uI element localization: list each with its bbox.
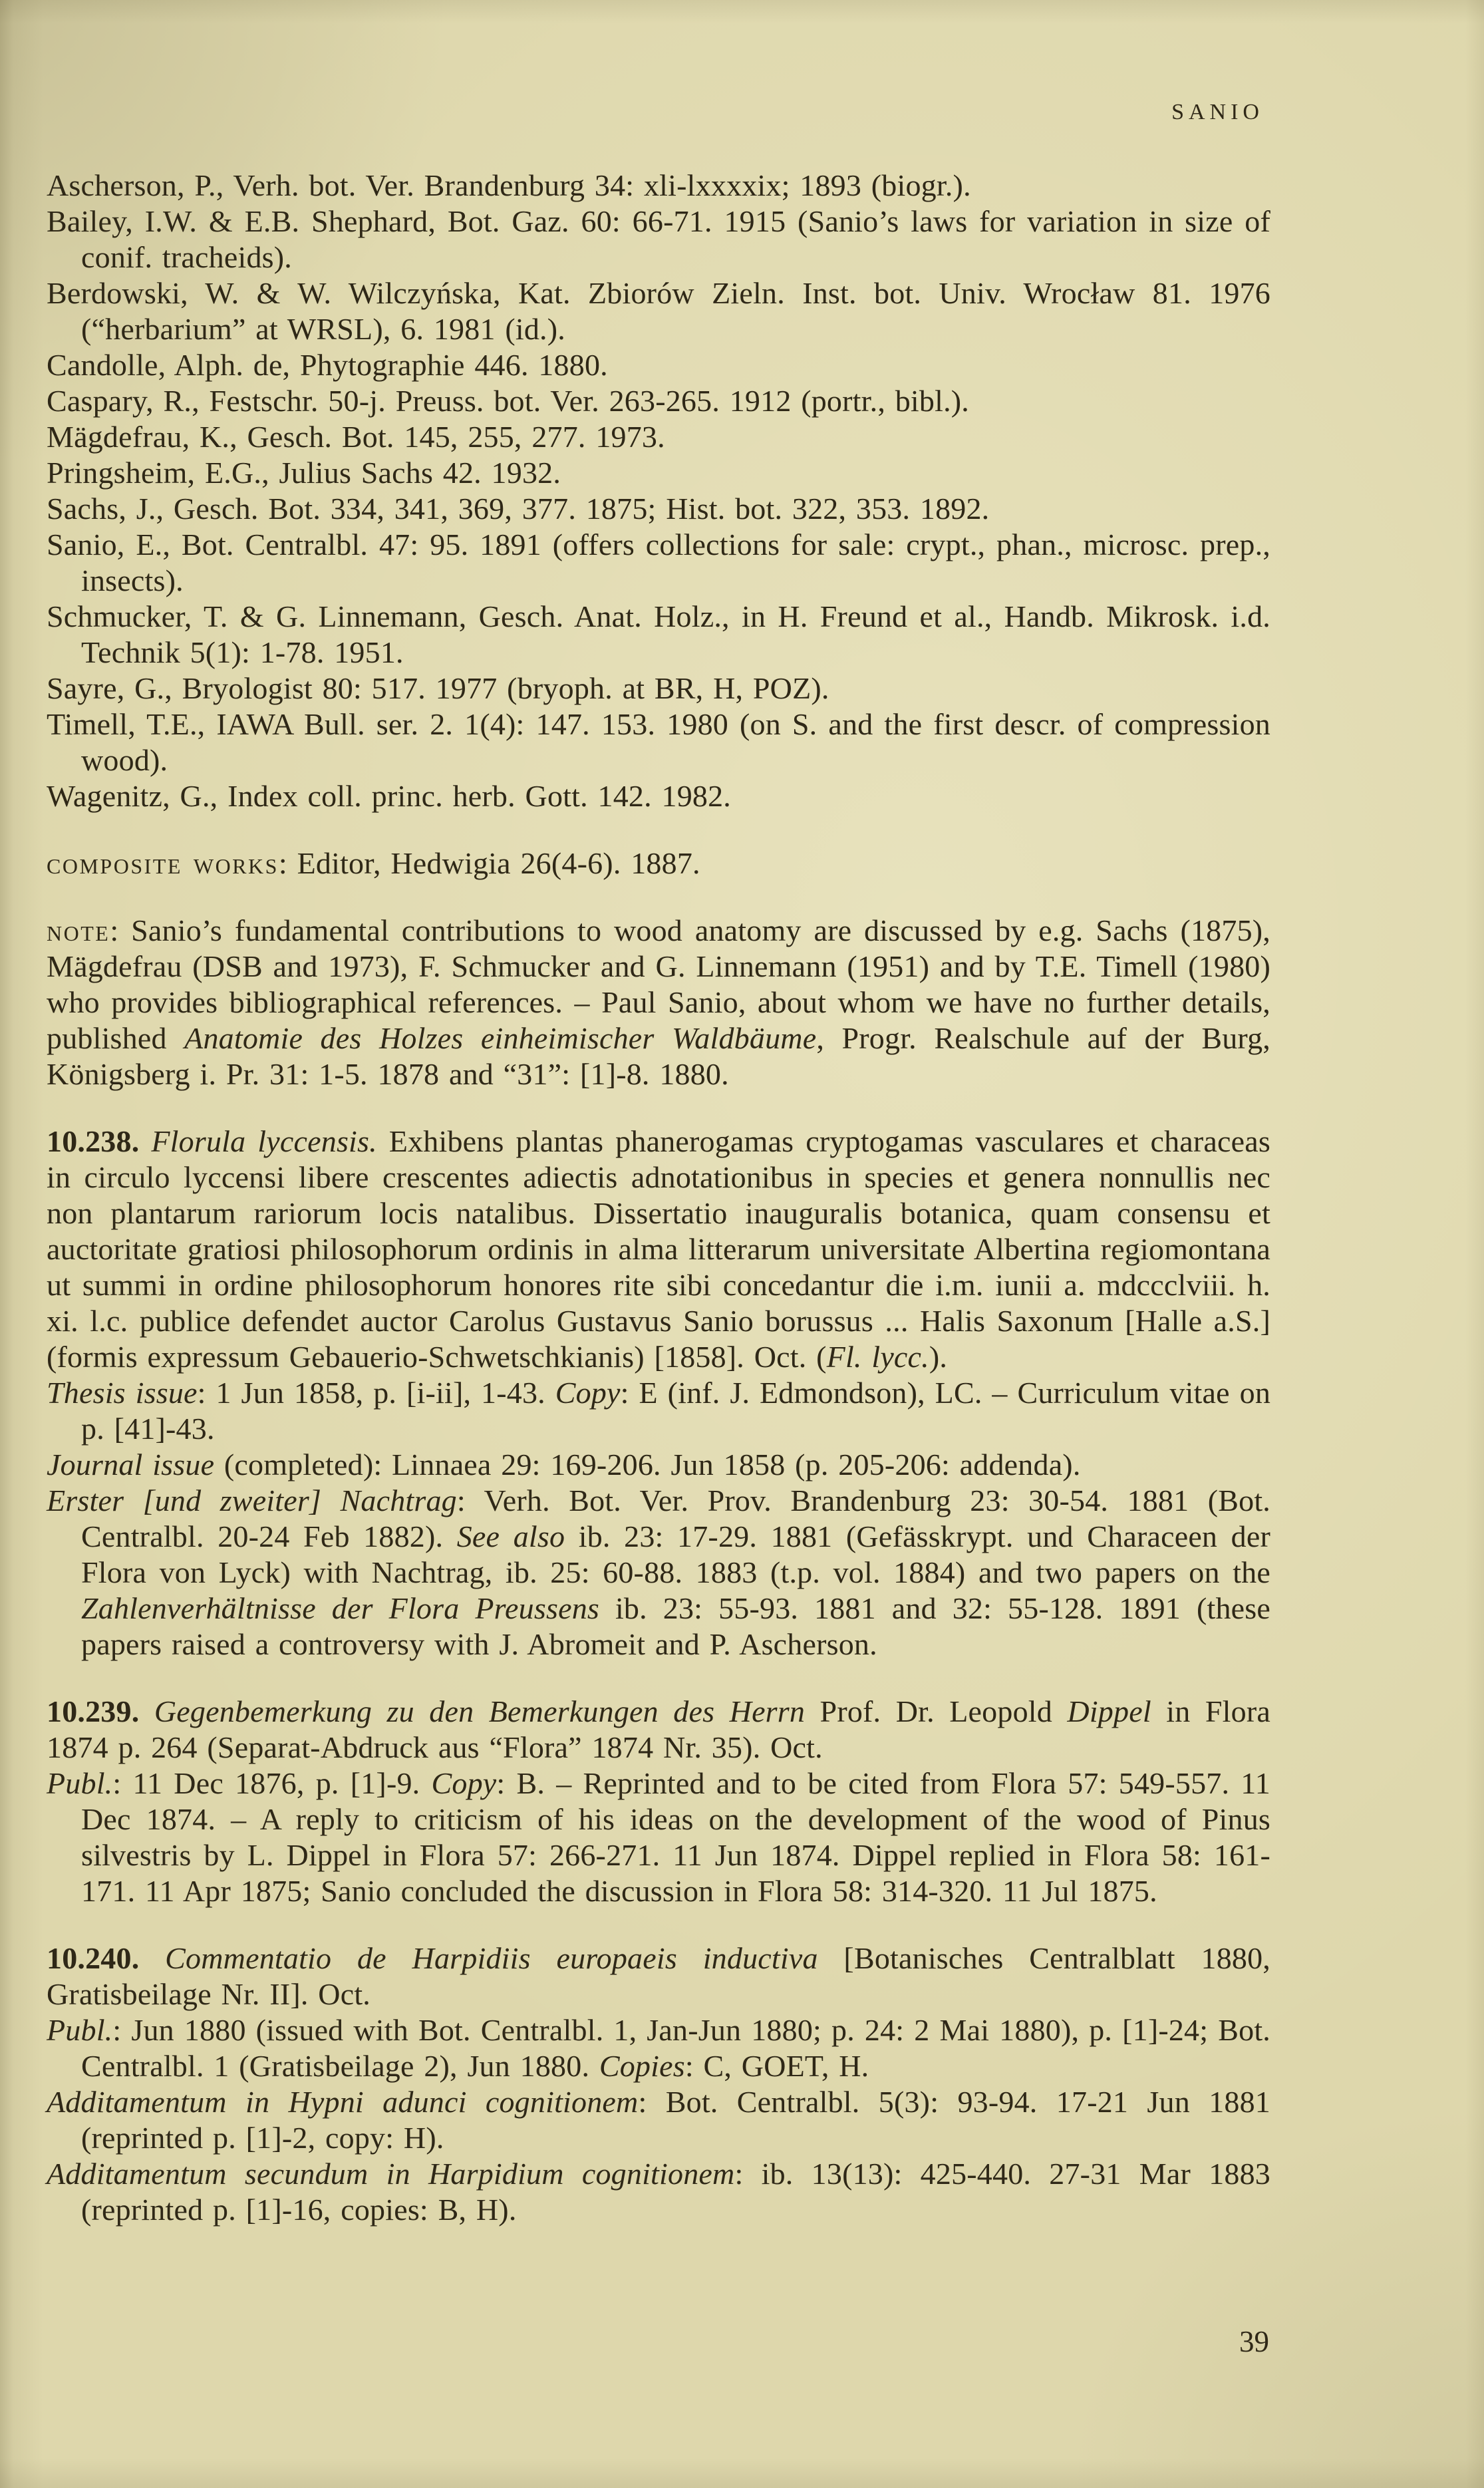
- text-segment: Exhibens plantas phanerogamas cryptogamas vasculares et characeas in circulo lyccensi libere crescentes adiectis adnotationibus in species et genera nonnullis nec non plantarum rariorum locis natalibus. Dissertatio inauguralis botanica, quam consensu et auctoritate gratiosi philosophorum ordinis in alma litterarum universitate Albertina regiomontana ut summi in ordine philosophorum honores rite sibi concedantur die i.m. iunii a. mdccclviii. h. xi. l.c. publice defendet auctor Carolus Gustavus Sanio borussus ... Halis Saxonum [Halle a.S.] (formis expressum Gebauerio-Schwetschkianis) [1858]. Oct. (: [47, 1124, 1270, 1374]
- text-segment: Candolle, Alph. de, Phytographie 446. 1880.: [47, 348, 608, 382]
- text-segment: : Bot. Centralbl. 5(3): 93-94. 17-21 Jun 1881 (reprinted p. [1]-2, copy: H).: [81, 2085, 1270, 2155]
- text-segment: : Editor, Hedwigia 26(4-6). 1887.: [278, 846, 700, 880]
- composite-works-line: [47, 846, 1270, 881]
- text-segment: Sanio, E., Bot. Centralbl. 47: 95. 1891 (offers collections for sale: crypt., phan., microsc. prep., insects).: [47, 528, 1270, 597]
- bibliography-entry: [47, 347, 1270, 383]
- bibliography-entry: [47, 168, 1270, 204]
- detail-paragraph: [47, 1766, 1270, 1909]
- running-head: SANIO: [1171, 100, 1264, 124]
- text-segment: , Progr. Realschule auf der Burg, Königsberg i. Pr. 31: 1-5. 1878 and “31”: [1]-8. 1880.: [47, 1021, 1270, 1091]
- bibliography-entry: [47, 599, 1270, 671]
- italic-text-segment: Copy: [555, 1376, 621, 1410]
- small-caps-label: composite works: [47, 846, 279, 880]
- bibliography-entry: [47, 383, 1270, 419]
- italic-text-segment: Gegenbemerkung zu den Bemerkungen des Herrn: [154, 1694, 806, 1728]
- italic-text-segment: Publ.: [47, 1766, 113, 1800]
- detail-paragraph: [47, 1375, 1270, 1447]
- italic-text-segment: See also: [456, 1519, 565, 1553]
- text-segment: [139, 1941, 165, 1975]
- text-segment: : B. – Reprinted and to be cited from Flora 57: 549-557. 11 Dec 1874. – A reply to criticism of his ideas on the development of the wood of Pinus silvestris by L. Dippel in Flora 57: 266-271. 11 Jun 1874. Dippel replied in Flora 58: 161-171. 11 Apr 1875; Sanio concluded the discussion in Flora 58: 314-320. 11 Jul 1875.: [81, 1766, 1270, 1908]
- text-segment: ).: [929, 1340, 948, 1374]
- numbered-entry: [47, 1941, 1270, 2012]
- text-segment: Ascherson, P., Verh. bot. Ver. Brandenburg 34: xli-lxxxxix; 1893 (biogr.).: [47, 168, 971, 202]
- italic-text-segment: Additamentum in Hypni adunci cognitionem: [47, 2085, 639, 2119]
- italic-text-segment: Anatomie des Holzes einheimischer Waldbäume: [184, 1021, 817, 1055]
- detail-paragraph: [47, 1483, 1270, 1662]
- text-segment: Schmucker, T. & G. Linnemann, Gesch. Anat. Holz., in H. Freund et al., Handb. Mikrosk. i.d. Technik 5(1): 1-78. 1951.: [47, 599, 1270, 669]
- bibliography-entry: [47, 419, 1270, 455]
- bibliography-entry: [47, 527, 1270, 599]
- bibliography-entry: [47, 671, 1270, 706]
- text-segment: : ib. 13(13): 425-440. 27-31 Mar 1883 (reprinted p. [1]-16, copies: B, H).: [81, 2157, 1270, 2227]
- page-number: 39: [1239, 2325, 1269, 2358]
- entry-number: 10.238.: [47, 1124, 140, 1158]
- text-segment: Berdowski, W. & W. Wilczyńska, Kat. Zbiorów Zieln. Inst. bot. Univ. Wrocław 81. 1976 (“herbarium” at WRSL), 6. 1981 (id.).: [47, 276, 1270, 346]
- italic-text-segment: Florula lyccensis.: [151, 1124, 377, 1158]
- detail-paragraph: [47, 1447, 1270, 1483]
- text-segment: Pringsheim, E.G., Julius Sachs 42. 1932.: [47, 456, 561, 490]
- italic-text-segment: Zahlenverhältnisse der Flora Preussens: [81, 1591, 599, 1625]
- text-segment: : 11 Dec 1876, p. [1]-9.: [112, 1766, 432, 1800]
- italic-text-segment: Dippel: [1067, 1694, 1151, 1728]
- text-segment: Bailey, I.W. & E.B. Shephard, Bot. Gaz. 60: 66-71. 1915 (Sanio’s laws for variation in size of conif. tracheids).: [47, 204, 1270, 274]
- bibliography-entry: [47, 491, 1270, 527]
- text-segment: (completed): Linnaea 29: 169-206. Jun 1858 (p. 205-206: addenda).: [214, 1448, 1081, 1481]
- text-segment: Prof. Dr. Leopold: [805, 1694, 1068, 1728]
- numbered-entry: [47, 1124, 1270, 1375]
- text-segment: : Sanio’s fundamental contributions to wood anatomy are discussed by e.g. Sachs (1875), Mägdefrau (DSB and 1973), F. Schmucker and G. Linnemann (1951) and by T.E. Timell (1980) who provides bibliographical references. – Paul Sanio, about whom we have no further details, published: [47, 913, 1270, 1055]
- text-segment: [139, 1124, 151, 1158]
- italic-text-segment: Erster [und zweiter] Nachtrag: [47, 1483, 457, 1517]
- text-segment: Caspary, R., Festschr. 50-j. Preuss. bot. Ver. 263-265. 1912 (portr., bibl.).: [47, 384, 969, 418]
- bibliography-entry: [47, 275, 1270, 347]
- detail-paragraph: [47, 2084, 1270, 2156]
- detail-paragraph: [47, 2156, 1270, 2228]
- text-segment: [139, 1694, 154, 1728]
- note-paragraph: [47, 913, 1270, 1092]
- italic-text-segment: Journal issue: [47, 1448, 215, 1481]
- text-segment: [Botanisches Centralblatt 1880, Gratisbeilage Nr. II]. Oct.: [47, 1941, 1270, 2011]
- italic-text-segment: Publ.: [47, 2013, 113, 2047]
- text-segment: Sayre, G., Bryologist 80: 517. 1977 (bryoph. at BR, H, POZ).: [47, 671, 829, 705]
- text-segment: in Flora 1874 p. 264 (Separat-Abdruck aus “Flora” 1874 Nr. 35). Oct.: [47, 1694, 1270, 1764]
- text-segment: : Verh. Bot. Ver. Prov. Brandenburg 23: 30-54. 1881 (Bot. Centralbl. 20-24 Feb 1882).: [81, 1483, 1270, 1553]
- text-segment: ib. 23: 55-93. 1881 and 32: 55-128. 1891 (these papers raised a controversy with J. Abromeit and P. Ascherson.: [81, 1591, 1270, 1661]
- page-body: [47, 168, 1270, 2228]
- numbered-entry: [47, 1694, 1270, 1766]
- small-caps-label: note: [47, 913, 110, 947]
- text-segment: : Jun 1880 (issued with Bot. Centralbl. 1, Jan-Jun 1880; p. 24: 2 Mai 1880), p. [1]-24; Bot. Centralbl. 1 (Gratisbeilage 2), Jun 1880.: [81, 2013, 1270, 2083]
- text-segment: : E (inf. J. Edmondson), LC. – Curriculum vitae on p. [41]-43.: [81, 1376, 1271, 1446]
- bibliography-entry: [47, 455, 1270, 491]
- text-segment: : 1 Jun 1858, p. [i-ii], 1-43.: [197, 1376, 555, 1410]
- italic-text-segment: Commentatio de Harpidiis europaeis inductiva: [165, 1941, 818, 1975]
- entry-number: 10.240.: [47, 1941, 140, 1975]
- detail-paragraph: [47, 2012, 1270, 2084]
- bibliography-entry: [47, 706, 1270, 778]
- text-segment: : C, GOET, H.: [684, 2049, 869, 2083]
- text-segment: Timell, T.E., IAWA Bull. ser. 2. 1(4): 147. 153. 1980 (on S. and the first descr. of compression wood).: [47, 707, 1270, 777]
- text-segment: Mägdefrau, K., Gesch. Bot. 145, 255, 277. 1973.: [47, 420, 665, 454]
- italic-text-segment: Additamentum secundum in Harpidium cognitionem: [47, 2157, 735, 2191]
- italic-text-segment: Fl. lycc.: [826, 1340, 929, 1374]
- text-segment: Wagenitz, G., Index coll. princ. herb. Gott. 142. 1982.: [47, 779, 732, 813]
- bibliography-entry: [47, 204, 1270, 275]
- italic-text-segment: Copies: [599, 2049, 685, 2083]
- italic-text-segment: Thesis issue: [47, 1376, 198, 1410]
- italic-text-segment: Copy: [431, 1766, 497, 1800]
- text-segment: ib. 23: 17-29. 1881 (Gefässkrypt. und Characeen der Flora von Lyck) with Nachtrag, ib. 25: 60-88. 1883 (t.p. vol. 1884) and two papers on the: [81, 1519, 1270, 1589]
- text-segment: Sachs, J., Gesch. Bot. 334, 341, 369, 377. 1875; Hist. bot. 322, 353. 1892.: [47, 492, 990, 526]
- bibliography-entry: [47, 778, 1270, 814]
- entry-number: 10.239.: [47, 1694, 140, 1728]
